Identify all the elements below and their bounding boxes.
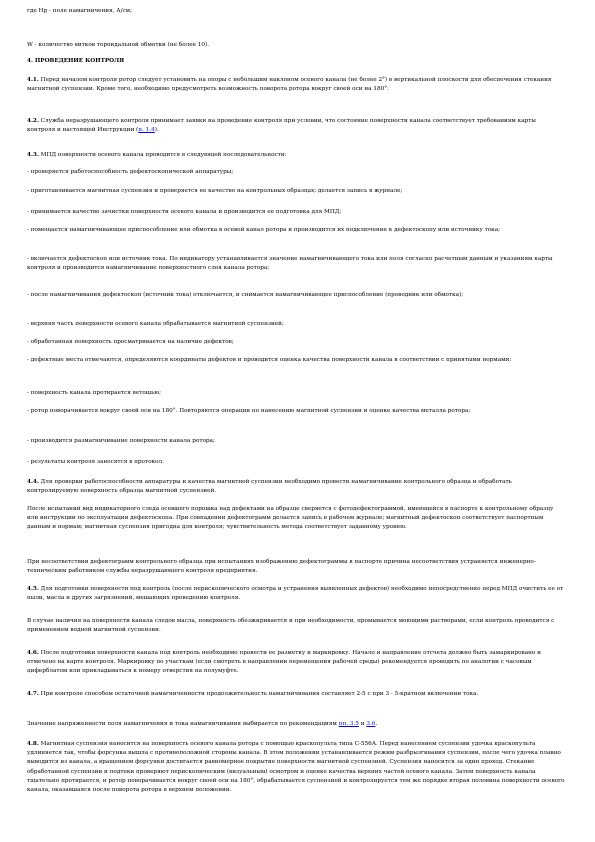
list-item: - помещается намагничивающее приспособление или обмотка в осевой канал ротора и производится их подключение к дефектоскопу или источнику тока; <box>27 227 501 233</box>
paragraph-4-1: 4.1. Перед началом контроля ротор следует установить на опоры с небольшим наклоном осевого канала (не более 2°) в вертикальной плоскости для обеспечения стекания магнитной суспензии. Кроме того, необходимо предусмотреть возможность поворота ротора вокруг своей оси на 180°. <box>27 77 552 93</box>
paragraph-4-6: 4.6. После подготовки поверхности канала под контроль необходимо провести ее разметку и маркировку. Начало и направление отсчета должно быть замаркировано и отмечено на карте контроля. Маркировку по участкам (если смотреть в направлении перемещения рабочей среды) рекомендуется проводить по аналогии с часовым циферблатом или прикладываться к номеру отверстия на полумуфте. <box>27 650 541 675</box>
list-item: - дефектные места отмечаются, определяются координаты дефектов и проводится оценка качества поверхности канала в соответствии с принятыми нормами; <box>27 357 512 363</box>
formula-note-w: W - количество витков тороидальной обмотки (не более 10). <box>27 42 210 48</box>
paragraph-field-values: Значение напряженности поля намагничения и тока намагничивания выбирается по рекомендациям пп. 3.5 и 3.6. <box>27 721 378 727</box>
link-pp-3-5[interactable]: пп. 3.5 <box>338 721 359 727</box>
paragraph-mismatch: При несоответствии дефектограмм контрольного образца при испытаниях изображению дефектограммы в паспорте причина несоответствия устраняется инженерно-техническим работником службы неразрушающего контроля предприятия. <box>27 559 536 575</box>
list-item: - принимается качество зачистки поверхности осевого канала и производится ее подготовка для МПД; <box>27 209 342 215</box>
paragraph-4-8: 4.8. Магнитная суспензия наносится на поверхность осевого канала ротора с помощью краскопульта типа С-556А. Перед нанесением суспензии удочка краскопульта удлиняется так, чтобы форсунка вышла с противоположной стороны канала. В этом положении устанавливается режим разбрызгивания суспензии, после чего удочка плавно выводится из канала, а вращением форсунки достигается равномерное покрытие поверхности магнитной суспензией. Суспензия наносится за один проход. Стекание обработанной суспензии и подтеки проверяют перископическим (визуальным) осмотром и оценке качества верхних частей осевого канала. Затем поверхность канала тщательно протирается, и ротор поворачивается вокруг своей оси на 180°, обрабатывается суспензией и контролируется тем же порядке вторая половина поверхности осевого канала, оказавшаяся после поворота ротора в верхнем положении. <box>27 741 565 794</box>
list-item: - приготавливается магнитная суспензия и проверяется ее качество на контрольных образцах; делается запись в журнале; <box>27 188 403 194</box>
list-item: - производится размагничивание поверхности канала ротора; <box>27 438 215 444</box>
paragraph-4-7: 4.7. При контроле способом остаточной намагниченности продолжительность намагничивания составляет 2-5 с при 3 - 5-кратном включении тока. <box>27 691 479 697</box>
link-p-1-4[interactable]: п. 1.4 <box>138 127 155 134</box>
paragraph-oil-traces: В случае наличия на поверхности канала следов масла, поверхность обезжиривается и при необходимости, промывается моющими растворами, если контроль проводится с применением водной магнитной суспензии. <box>27 618 555 634</box>
link-3-6[interactable]: 3.6 <box>366 721 376 727</box>
section-heading: 4. ПРОВЕДЕНИЕ КОНТРОЛЯ <box>27 58 125 64</box>
list-item: - обработанная поверхность просматривается на наличие дефектов; <box>27 339 234 345</box>
list-item: - включается дефектоскоп или источник тока. По индикатору устанавливается значение намагничивающего тока или поля согласно расчетным данным и указаниям карты контроля и производится намагничивание поверхностного слоя канала ротора; <box>27 256 553 272</box>
list-item: - поверхность канала протирается ветошью; <box>27 390 162 396</box>
paragraph-check-result: После испытаний вид индикаторного следа осевшего порошка над дефектами на образце сверяется с фотодефектограммой, имеющейся в паспорте к контрольному образцу или инструкции по эксплуатации дефектоскопа. При совпадении дефектограмм делается запись в рабочем журнале; магнитный дефектоскоп соответствует паспортным данным и нормам; магнитная суспензия пригодна для контроля; чувствительность метода соответствует заданному уровню. <box>27 506 554 531</box>
list-item: - результаты контроля заносятся в протокол. <box>27 459 164 465</box>
list-item: - проверяется работоспособность дефектоскопической аппаратуры; <box>27 169 234 175</box>
formula-note-hp: где Нр - поле намагничения, А/см; <box>27 8 133 14</box>
paragraph-4-3: 4.3. МПД поверхности осевого канала проводится в следующей последовательности: <box>27 152 287 158</box>
paragraph-4-4: 4.4. Для проверки работоспособности аппаратуры и качества магнитной суспензии необходимо провести намагничивание контрольного образца и обработать контролируемую поверхность образца магнитной суспензией. <box>27 479 512 495</box>
paragraph-4-2: 4.2. Служба неразрушающего контроля принимает заявки на проведение контроля при условии, что состояние поверхности канала соответствует требованиям карты контроля и настоящей Инструкции (п. 1.4). <box>27 118 536 134</box>
list-item: - верхняя часть поверхности осевого канала обрабатывается магнитной суспензией; <box>27 321 284 327</box>
paragraph-4-5: 4.5. Для подготовки поверхности под контроль (после перископического осмотра и устранения выявленных дефектов) необходимо непосредственно перед МПД очистить ее от пыли, масла и других загрязнений, мешающих проведению контроля. <box>27 586 564 602</box>
list-item: - после намагничивания дефектоскоп (источник тока) отключается, и снимается намагничивающее приспособление (проводник или обмотка); <box>27 292 464 298</box>
list-item: - ротор поворачивается вокруг своей оси на 180°. Повторяются операции по нанесению магнитной суспензии и оценке качества металла ротора; <box>27 408 471 414</box>
